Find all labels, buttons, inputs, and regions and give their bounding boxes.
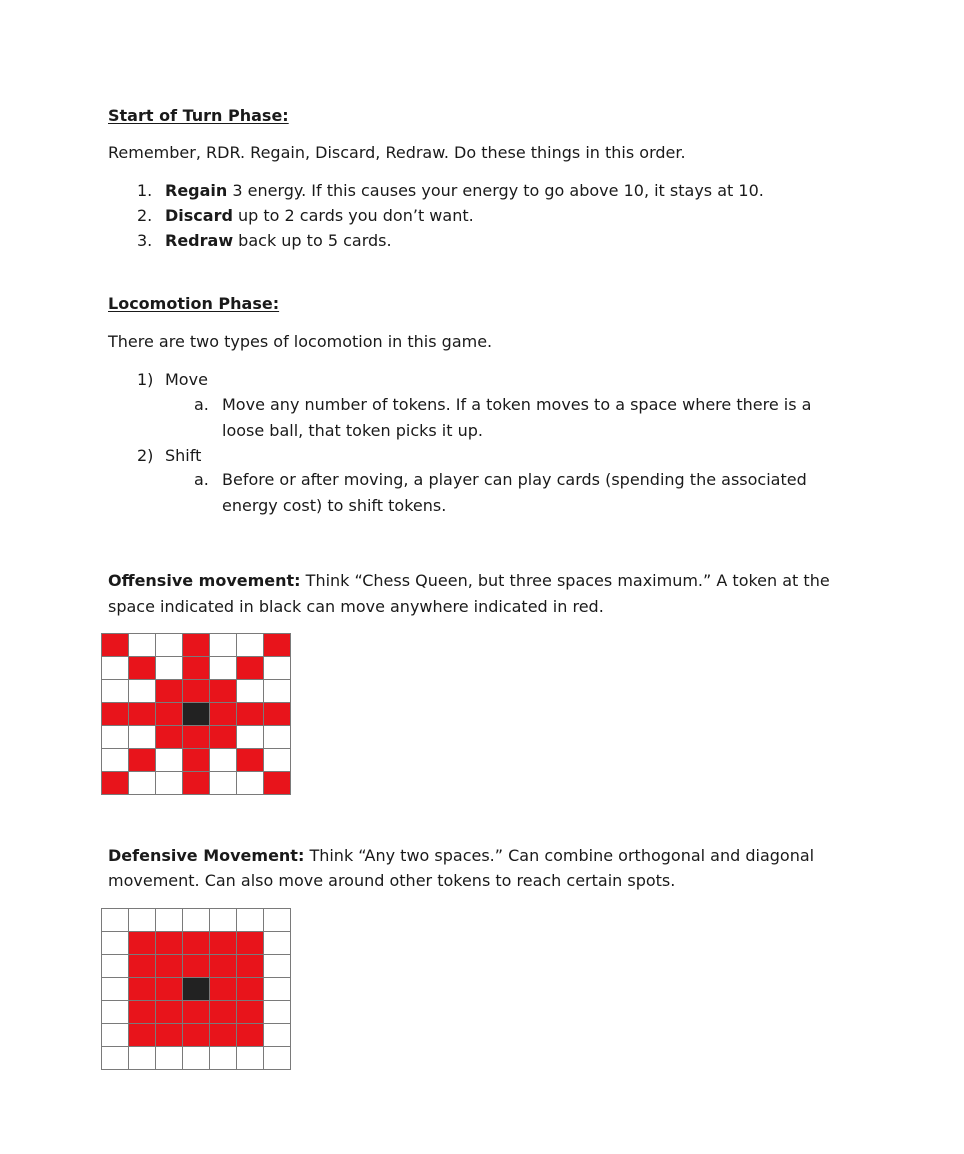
sub-list-letter: a. bbox=[194, 395, 209, 414]
empty-cell bbox=[264, 932, 291, 955]
empty-cell bbox=[102, 726, 129, 749]
reachable-cell bbox=[210, 680, 237, 703]
step-keyword: Discard bbox=[165, 206, 233, 225]
empty-cell bbox=[156, 772, 183, 795]
list-item bbox=[137, 181, 764, 200]
offensive-movement-grid bbox=[101, 633, 291, 795]
reachable-cell bbox=[129, 978, 156, 1001]
defensive-movement-grid bbox=[101, 908, 291, 1070]
empty-cell bbox=[237, 680, 264, 703]
list-number: 2) bbox=[137, 446, 154, 465]
empty-cell bbox=[237, 1047, 264, 1070]
empty-cell bbox=[210, 909, 237, 932]
sub-list-item bbox=[194, 395, 811, 414]
start-phase-intro: Remember, RDR. Regain, Discard, Redraw. Do these things in this order. bbox=[108, 143, 686, 162]
reachable-cell bbox=[156, 1024, 183, 1047]
empty-cell bbox=[156, 909, 183, 932]
list-label: Move bbox=[165, 370, 208, 389]
reachable-cell bbox=[183, 726, 210, 749]
empty-cell bbox=[264, 1024, 291, 1047]
reachable-cell bbox=[129, 1001, 156, 1024]
list-label: Shift bbox=[165, 446, 202, 465]
empty-cell bbox=[264, 749, 291, 772]
empty-cell bbox=[264, 978, 291, 1001]
reachable-cell bbox=[183, 772, 210, 795]
reachable-cell bbox=[237, 1024, 264, 1047]
reachable-cell bbox=[156, 1001, 183, 1024]
reachable-cell bbox=[237, 657, 264, 680]
empty-cell bbox=[102, 1047, 129, 1070]
reachable-cell bbox=[183, 634, 210, 657]
reachable-cell bbox=[237, 703, 264, 726]
list-item bbox=[137, 231, 392, 250]
empty-cell bbox=[102, 749, 129, 772]
empty-cell bbox=[102, 978, 129, 1001]
sub-list-text: Move any number of tokens. If a token moves to a space where there is a bbox=[222, 395, 812, 414]
empty-cell bbox=[156, 1047, 183, 1070]
token-cell bbox=[183, 703, 210, 726]
list-number: 3. bbox=[137, 231, 153, 250]
empty-cell bbox=[210, 1047, 237, 1070]
empty-cell bbox=[264, 726, 291, 749]
reachable-cell bbox=[183, 749, 210, 772]
sub-list-letter: a. bbox=[194, 470, 209, 489]
list-item bbox=[137, 446, 201, 465]
step-text: back up to 5 cards. bbox=[233, 231, 392, 250]
reachable-cell bbox=[183, 680, 210, 703]
reachable-cell bbox=[102, 634, 129, 657]
reachable-cell bbox=[129, 749, 156, 772]
list-item bbox=[137, 206, 474, 225]
reachable-cell bbox=[183, 932, 210, 955]
list-item bbox=[137, 370, 208, 389]
empty-cell bbox=[264, 657, 291, 680]
offensive-text: Think “Chess Queen, but three spaces maximum.” A token at the bbox=[300, 571, 830, 590]
sub-list-text-continued: loose ball, that token picks it up. bbox=[222, 421, 483, 440]
reachable-cell bbox=[129, 1024, 156, 1047]
empty-cell bbox=[156, 657, 183, 680]
offensive-label: Offensive movement: bbox=[108, 571, 301, 590]
reachable-cell bbox=[102, 772, 129, 795]
empty-cell bbox=[129, 634, 156, 657]
locomotion-phase-heading: Locomotion Phase: bbox=[108, 294, 280, 313]
reachable-cell bbox=[102, 703, 129, 726]
list-number: 1. bbox=[137, 181, 153, 200]
empty-cell bbox=[129, 772, 156, 795]
reachable-cell bbox=[210, 1001, 237, 1024]
reachable-cell bbox=[210, 726, 237, 749]
reachable-cell bbox=[237, 978, 264, 1001]
reachable-cell bbox=[183, 1001, 210, 1024]
empty-cell bbox=[264, 680, 291, 703]
empty-cell bbox=[129, 1047, 156, 1070]
empty-cell bbox=[102, 932, 129, 955]
empty-cell bbox=[129, 909, 156, 932]
empty-cell bbox=[102, 657, 129, 680]
empty-cell bbox=[183, 1047, 210, 1070]
start-phase-heading: Start of Turn Phase: bbox=[108, 106, 289, 125]
reachable-cell bbox=[210, 1024, 237, 1047]
empty-cell bbox=[156, 749, 183, 772]
reachable-cell bbox=[156, 978, 183, 1001]
empty-cell bbox=[237, 634, 264, 657]
reachable-cell bbox=[210, 978, 237, 1001]
empty-cell bbox=[183, 909, 210, 932]
reachable-cell bbox=[156, 932, 183, 955]
step-keyword: Redraw bbox=[165, 231, 234, 250]
empty-cell bbox=[102, 955, 129, 978]
reachable-cell bbox=[183, 1024, 210, 1047]
empty-cell bbox=[264, 955, 291, 978]
reachable-cell bbox=[129, 955, 156, 978]
sub-list-text: Before or after moving, a player can play cards (spending the associated bbox=[222, 470, 807, 489]
reachable-cell bbox=[264, 703, 291, 726]
empty-cell bbox=[210, 634, 237, 657]
reachable-cell bbox=[210, 932, 237, 955]
defensive-label: Defensive Movement: bbox=[108, 846, 305, 865]
reachable-cell bbox=[264, 772, 291, 795]
reachable-cell bbox=[183, 955, 210, 978]
sub-list-text-continued: energy cost) to shift tokens. bbox=[222, 496, 447, 515]
empty-cell bbox=[264, 909, 291, 932]
empty-cell bbox=[264, 1001, 291, 1024]
empty-cell bbox=[210, 772, 237, 795]
reachable-cell bbox=[156, 703, 183, 726]
reachable-cell bbox=[210, 955, 237, 978]
empty-cell bbox=[237, 726, 264, 749]
list-number: 1) bbox=[137, 370, 154, 389]
empty-cell bbox=[129, 680, 156, 703]
empty-cell bbox=[102, 680, 129, 703]
empty-cell bbox=[102, 909, 129, 932]
reachable-cell bbox=[156, 726, 183, 749]
step-keyword: Regain bbox=[165, 181, 228, 200]
reachable-cell bbox=[183, 657, 210, 680]
empty-cell bbox=[102, 1024, 129, 1047]
reachable-cell bbox=[237, 932, 264, 955]
step-text: 3 energy. If this causes your energy to go above 10, it stays at 10. bbox=[227, 181, 764, 200]
reachable-cell bbox=[237, 1001, 264, 1024]
reachable-cell bbox=[237, 749, 264, 772]
defensive-paragraph bbox=[108, 846, 814, 865]
empty-cell bbox=[210, 657, 237, 680]
reachable-cell bbox=[210, 703, 237, 726]
reachable-cell bbox=[237, 955, 264, 978]
sub-list-item bbox=[194, 470, 807, 489]
empty-cell bbox=[237, 909, 264, 932]
defensive-text-continued: movement. Can also move around other tokens to reach certain spots. bbox=[108, 871, 676, 890]
offensive-text-continued: space indicated in black can move anywhere indicated in red. bbox=[108, 597, 604, 616]
empty-cell bbox=[102, 1001, 129, 1024]
locomotion-phase-intro: There are two types of locomotion in this game. bbox=[108, 332, 493, 351]
empty-cell bbox=[156, 634, 183, 657]
step-text: up to 2 cards you don’t want. bbox=[232, 206, 474, 225]
empty-cell bbox=[264, 1047, 291, 1070]
reachable-cell bbox=[156, 955, 183, 978]
reachable-cell bbox=[129, 703, 156, 726]
empty-cell bbox=[129, 726, 156, 749]
list-number: 2. bbox=[137, 206, 153, 225]
empty-cell bbox=[210, 749, 237, 772]
offensive-paragraph bbox=[108, 571, 830, 590]
reachable-cell bbox=[129, 657, 156, 680]
reachable-cell bbox=[156, 680, 183, 703]
token-cell bbox=[183, 978, 210, 1001]
reachable-cell bbox=[129, 932, 156, 955]
defensive-text: Think “Any two spaces.” Can combine orthogonal and diagonal bbox=[304, 846, 815, 865]
empty-cell bbox=[237, 772, 264, 795]
reachable-cell bbox=[264, 634, 291, 657]
